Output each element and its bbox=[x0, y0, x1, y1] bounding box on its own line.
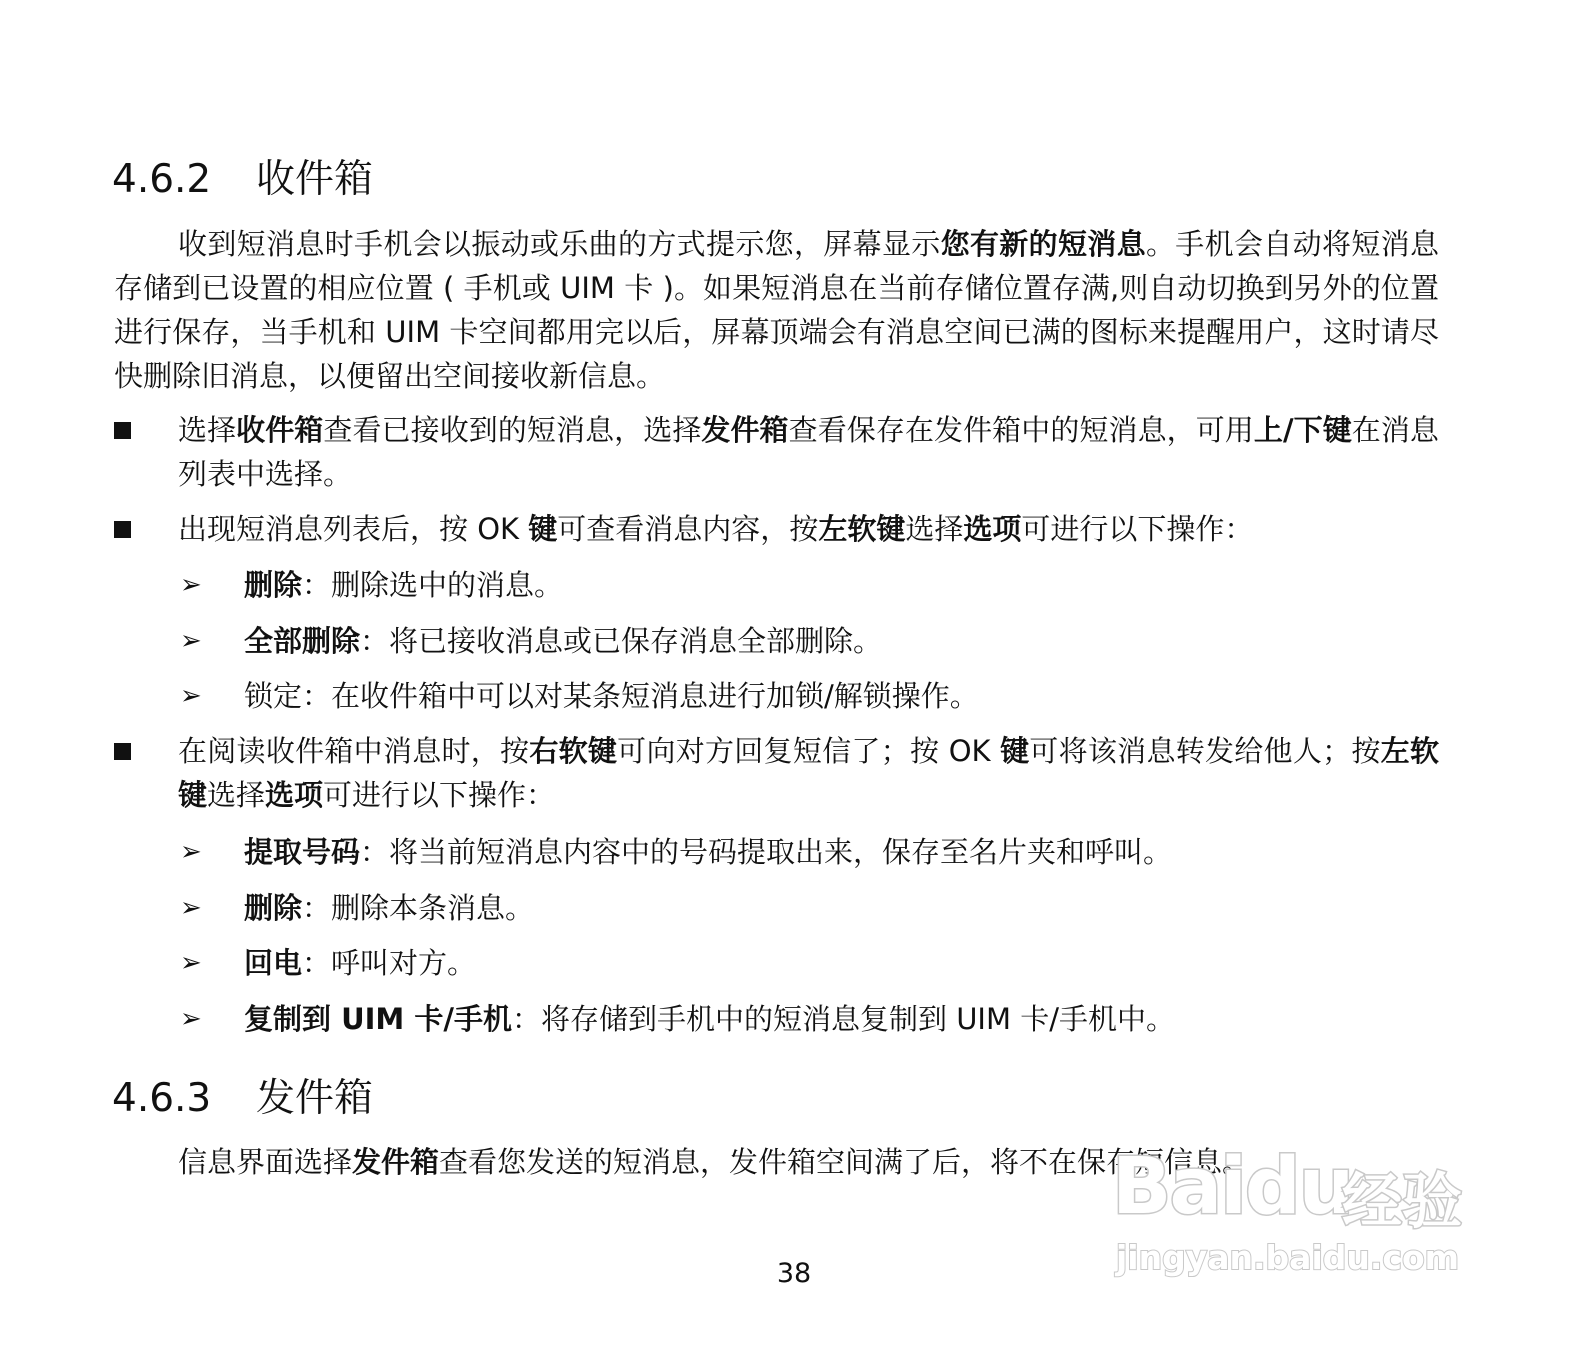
bold-term: 左软键 bbox=[178, 734, 1439, 812]
text-run: 。手机会自动将短消息存储到已设置的相应位置 ( 手机或 UIM 卡 )。如果短消息在当前存储位置存满,则自动切换到另外的位置进行保存，当手机和 UIM 卡空间都用完以后，屏幕顶端会有消息空间已满的图标来提醒用户，这时请尽快删除旧消息，以便留出空间接收新信息。 bbox=[114, 227, 1439, 393]
square-bullet-icon bbox=[114, 422, 131, 439]
square-bullet-icon bbox=[114, 521, 131, 538]
sub-item-text bbox=[244, 619, 1440, 663]
bold-term: 删除 bbox=[244, 891, 303, 925]
text-run: ：呼叫对方。 bbox=[302, 946, 477, 980]
text-run: 查看保存在发件箱中的短消息，可用 bbox=[788, 413, 1254, 447]
bold-term: 左软键 bbox=[818, 512, 906, 546]
sub-item-text bbox=[244, 886, 1440, 930]
arrow-bullet-icon: ➢ bbox=[180, 837, 202, 867]
watermark-brand: Baidu bbox=[1112, 1142, 1353, 1232]
baidu-jingyan-watermark bbox=[1110, 1090, 1480, 1290]
section-heading-outbox bbox=[112, 1076, 374, 1121]
text-run: 可将该消息转发给他人；按 bbox=[1029, 734, 1381, 768]
arrow-bullet-icon: ➢ bbox=[180, 681, 202, 711]
bold-term: 全部删除 bbox=[244, 624, 361, 658]
text-run: 可向对方回复短信了；按 OK bbox=[617, 734, 1001, 768]
sub-item-text bbox=[244, 563, 1440, 607]
square-bullet-icon bbox=[114, 743, 131, 760]
text-run: 可进行以下操作： bbox=[323, 778, 556, 812]
page-number: 38 bbox=[776, 1258, 812, 1289]
bold-term: 发件箱 bbox=[352, 1145, 440, 1179]
bold-term: 键 bbox=[1000, 734, 1030, 768]
section-number: 4.6.2 bbox=[112, 157, 212, 202]
bold-term: 删除 bbox=[244, 568, 303, 602]
bold-term: 上/下键 bbox=[1253, 413, 1352, 447]
bold-term: 您有新的短消息 bbox=[940, 227, 1146, 261]
bold-term: 右软键 bbox=[529, 734, 618, 768]
bold-term: 提取号码 bbox=[244, 835, 361, 869]
text-run: ：将存储到手机中的短消息复制到 UIM 卡/手机中。 bbox=[511, 1002, 1175, 1036]
bullet-item-reading bbox=[114, 729, 1439, 817]
arrow-bullet-icon: ➢ bbox=[180, 893, 202, 923]
text-run: ：删除选中的消息。 bbox=[302, 568, 564, 602]
sub-item-delete-this bbox=[180, 886, 1440, 930]
bold-term: 选项 bbox=[265, 778, 324, 812]
sub-item-lock bbox=[180, 674, 1440, 718]
text-run: 查看已接收到的短消息，选择 bbox=[323, 413, 702, 447]
sub-item-call-back bbox=[180, 941, 1440, 985]
section-title: 发件箱 bbox=[256, 1076, 374, 1121]
sub-item-delete-all bbox=[180, 619, 1440, 663]
sub-item-delete bbox=[180, 563, 1440, 607]
text-run: ：删除本条消息。 bbox=[302, 891, 535, 925]
arrow-bullet-icon: ➢ bbox=[180, 570, 202, 600]
sub-item-text bbox=[244, 830, 1440, 874]
bold-term: 选项 bbox=[963, 512, 1022, 546]
watermark-label: 经验 bbox=[1342, 1167, 1462, 1237]
bold-term: 发件箱 bbox=[701, 413, 789, 447]
text-run: 出现短消息列表后，按 OK bbox=[178, 512, 529, 546]
watermark-url: jingyan.baidu.com bbox=[1116, 1238, 1460, 1277]
bold-term: 复制到 UIM 卡/手机 bbox=[244, 1002, 512, 1036]
sub-item-text bbox=[244, 674, 1440, 718]
sub-item-extract-number bbox=[180, 830, 1440, 874]
bullet-text bbox=[178, 729, 1439, 817]
bullet-item-select-box bbox=[114, 408, 1439, 496]
arrow-bullet-icon: ➢ bbox=[180, 948, 202, 978]
text-run: 选择 bbox=[207, 778, 266, 812]
text-run: 可进行以下操作： bbox=[1021, 512, 1254, 546]
arrow-bullet-icon: ➢ bbox=[180, 626, 202, 656]
text-run: 查看您发送的短消息，发件箱空间满了后，将不在保存短信息。 bbox=[439, 1145, 1252, 1179]
text-run: 可查看消息内容，按 bbox=[557, 512, 819, 546]
text-run: 锁定：在收件箱中可以对某条短消息进行加锁/解锁操作。 bbox=[244, 679, 979, 713]
sub-item-text bbox=[244, 997, 1440, 1041]
inbox-intro-paragraph bbox=[114, 222, 1439, 398]
bold-term: 收件箱 bbox=[236, 413, 324, 447]
text-run: 收到短消息时手机会以振动或乐曲的方式提示您，屏幕显示 bbox=[178, 227, 941, 261]
text-run: ：将已接收消息或已保存消息全部删除。 bbox=[360, 624, 883, 658]
bullet-item-list-options bbox=[114, 507, 1439, 551]
sub-item-copy-to-uim bbox=[180, 997, 1440, 1041]
section-number: 4.6.3 bbox=[112, 1076, 212, 1121]
bullet-text bbox=[178, 408, 1439, 496]
sub-item-text bbox=[244, 941, 1440, 985]
text-run: 选择 bbox=[905, 512, 964, 546]
arrow-bullet-icon: ➢ bbox=[180, 1004, 202, 1034]
section-heading-inbox bbox=[112, 157, 374, 202]
bold-term: 回电 bbox=[244, 946, 303, 980]
bold-term: 键 bbox=[528, 512, 558, 546]
text-run: 在阅读收件箱中消息时，按 bbox=[178, 734, 530, 768]
text-run: 信息界面选择 bbox=[178, 1145, 353, 1179]
text-run: 在消息列表中选择。 bbox=[178, 413, 1439, 491]
text-run: ：将当前短消息内容中的号码提取出来，保存至名片夹和呼叫。 bbox=[360, 835, 1173, 869]
bullet-text bbox=[178, 507, 1439, 551]
text-run: 选择 bbox=[178, 413, 237, 447]
section-title: 收件箱 bbox=[256, 157, 374, 202]
